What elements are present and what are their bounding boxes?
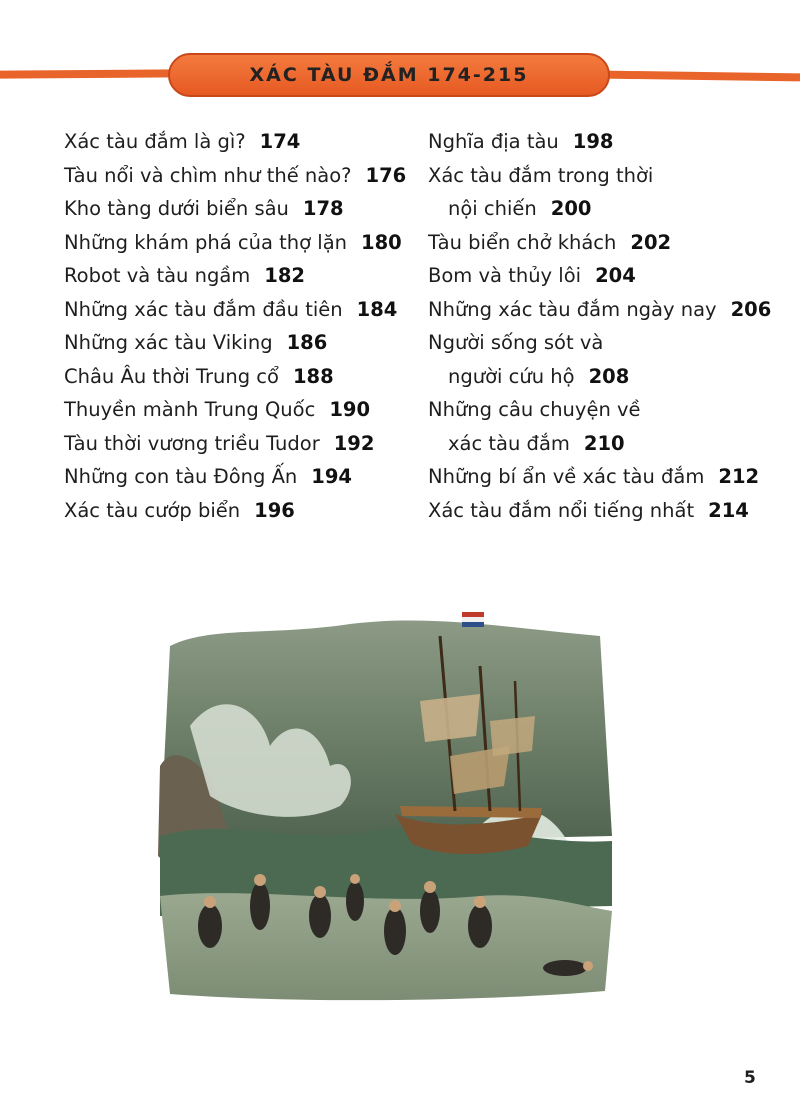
- section-title: XÁC TÀU ĐẮM 174-215: [249, 64, 529, 86]
- toc-entry[interactable]: [428, 259, 771, 293]
- toc-entry-title: Kho tàng dưới biển sâu: [64, 197, 289, 220]
- toc-entry-page: 214: [708, 498, 749, 522]
- toc-entry-title: Thuyền mành Trung Quốc: [64, 398, 316, 421]
- toc-entry-page: 174: [259, 130, 301, 153]
- toc-entry-title: Xác tàu đắm trong thời: [428, 163, 654, 187]
- toc-entry-title: Tàu thời vương triều Tudor: [64, 431, 320, 455]
- toc-entry-page: 182: [264, 264, 305, 287]
- toc-entry[interactable]: [428, 293, 771, 327]
- toc-entry-page: 176: [365, 163, 407, 187]
- toc-right-column: [428, 125, 771, 527]
- toc-entry-title: Những xác tàu đắm ngày nay: [428, 297, 717, 321]
- toc-entry[interactable]: [428, 494, 771, 528]
- toc-entry-page: 196: [254, 498, 295, 522]
- toc-entry-title: Xác tàu cướp biển: [64, 498, 241, 522]
- toc-entry-title: Bom và thủy lôi: [428, 264, 582, 287]
- toc-entry-title: nội chiến: [448, 197, 537, 220]
- toc-entry-page: 194: [311, 465, 352, 488]
- toc-entry-title: Nghĩa địa tàu: [428, 130, 559, 153]
- toc-entry[interactable]: [64, 259, 406, 293]
- toc-entry[interactable]: [64, 393, 406, 427]
- shipwreck-illustration: [150, 606, 622, 1010]
- toc-entry[interactable]: [64, 460, 406, 494]
- toc-entry-page: 202: [630, 230, 672, 254]
- toc-entry-page: 198: [572, 130, 614, 153]
- toc-entry[interactable]: [64, 494, 406, 528]
- toc-entry[interactable]: [428, 226, 771, 260]
- toc-entry-page: 206: [730, 297, 772, 321]
- toc-entry-page: 208: [588, 364, 630, 388]
- toc-entry-continuation[interactable]: [428, 427, 771, 461]
- toc-entry[interactable]: [64, 360, 406, 394]
- toc-entry-title: Xác tàu đắm là gì?: [64, 130, 246, 153]
- toc-entry-title: Những xác tàu Viking: [64, 331, 273, 354]
- toc-entry-continuation[interactable]: [428, 192, 771, 226]
- toc-entry-page: 190: [329, 398, 371, 421]
- beach: [160, 893, 612, 1000]
- toc-entry-page: 200: [550, 197, 592, 220]
- toc-entry[interactable]: [64, 326, 406, 360]
- toc-entry-page: 178: [302, 197, 344, 220]
- toc-entry-title: Những khám phá của thợ lặn: [64, 230, 348, 254]
- toc-entry[interactable]: [64, 159, 406, 193]
- toc-entry-title: Robot và tàu ngầm: [64, 264, 251, 287]
- toc-entry-page: 210: [583, 431, 625, 455]
- toc-entry-title: Xác tàu đắm nổi tiếng nhất: [428, 498, 695, 522]
- toc-entry-continuation[interactable]: [428, 360, 771, 394]
- toc-entry-title: Những bí ẩn về xác tàu đắm: [428, 465, 705, 488]
- toc-entry[interactable]: [428, 460, 771, 494]
- toc-entry-page: 184: [356, 297, 398, 321]
- toc-entry-page: 192: [333, 431, 375, 455]
- toc-entry-title: Những câu chuyện về: [428, 398, 641, 421]
- toc-entry[interactable]: [428, 326, 771, 360]
- toc-entry-page: 188: [292, 364, 334, 388]
- toc-entry-title: Những xác tàu đắm đầu tiên: [64, 297, 343, 321]
- toc-entry[interactable]: [428, 125, 771, 159]
- header-rule-right: [605, 71, 800, 82]
- header-rule-left: [0, 69, 175, 78]
- toc-entry[interactable]: [64, 192, 406, 226]
- section-header: [168, 53, 610, 97]
- toc-entry-page: 180: [361, 230, 402, 254]
- toc-entry-page: 212: [718, 465, 760, 488]
- toc-entry-page: 204: [595, 264, 636, 287]
- toc-entry-title: Châu Âu thời Trung cổ: [64, 364, 279, 388]
- toc-entry-title: Những con tàu Đông Ấn: [64, 465, 298, 488]
- toc-entry[interactable]: [64, 125, 406, 159]
- toc-entry-title: Tàu nổi và chìm như thế nào?: [64, 163, 352, 187]
- toc-entry-page: 186: [286, 331, 328, 354]
- toc-entry[interactable]: [64, 226, 406, 260]
- toc-entry-title: Tàu biển chở khách: [428, 230, 617, 254]
- toc-entry[interactable]: [428, 393, 771, 427]
- toc-entry[interactable]: [64, 293, 406, 327]
- toc-entry[interactable]: [64, 427, 406, 461]
- toc-entry[interactable]: [428, 159, 771, 193]
- toc-entry-title: Người sống sót và: [428, 331, 604, 354]
- toc-entry-title: xác tàu đắm: [448, 431, 570, 455]
- page-number: 5: [744, 1068, 756, 1088]
- toc-left-column: [64, 125, 406, 527]
- toc-entry-title: người cứu hộ: [448, 364, 575, 388]
